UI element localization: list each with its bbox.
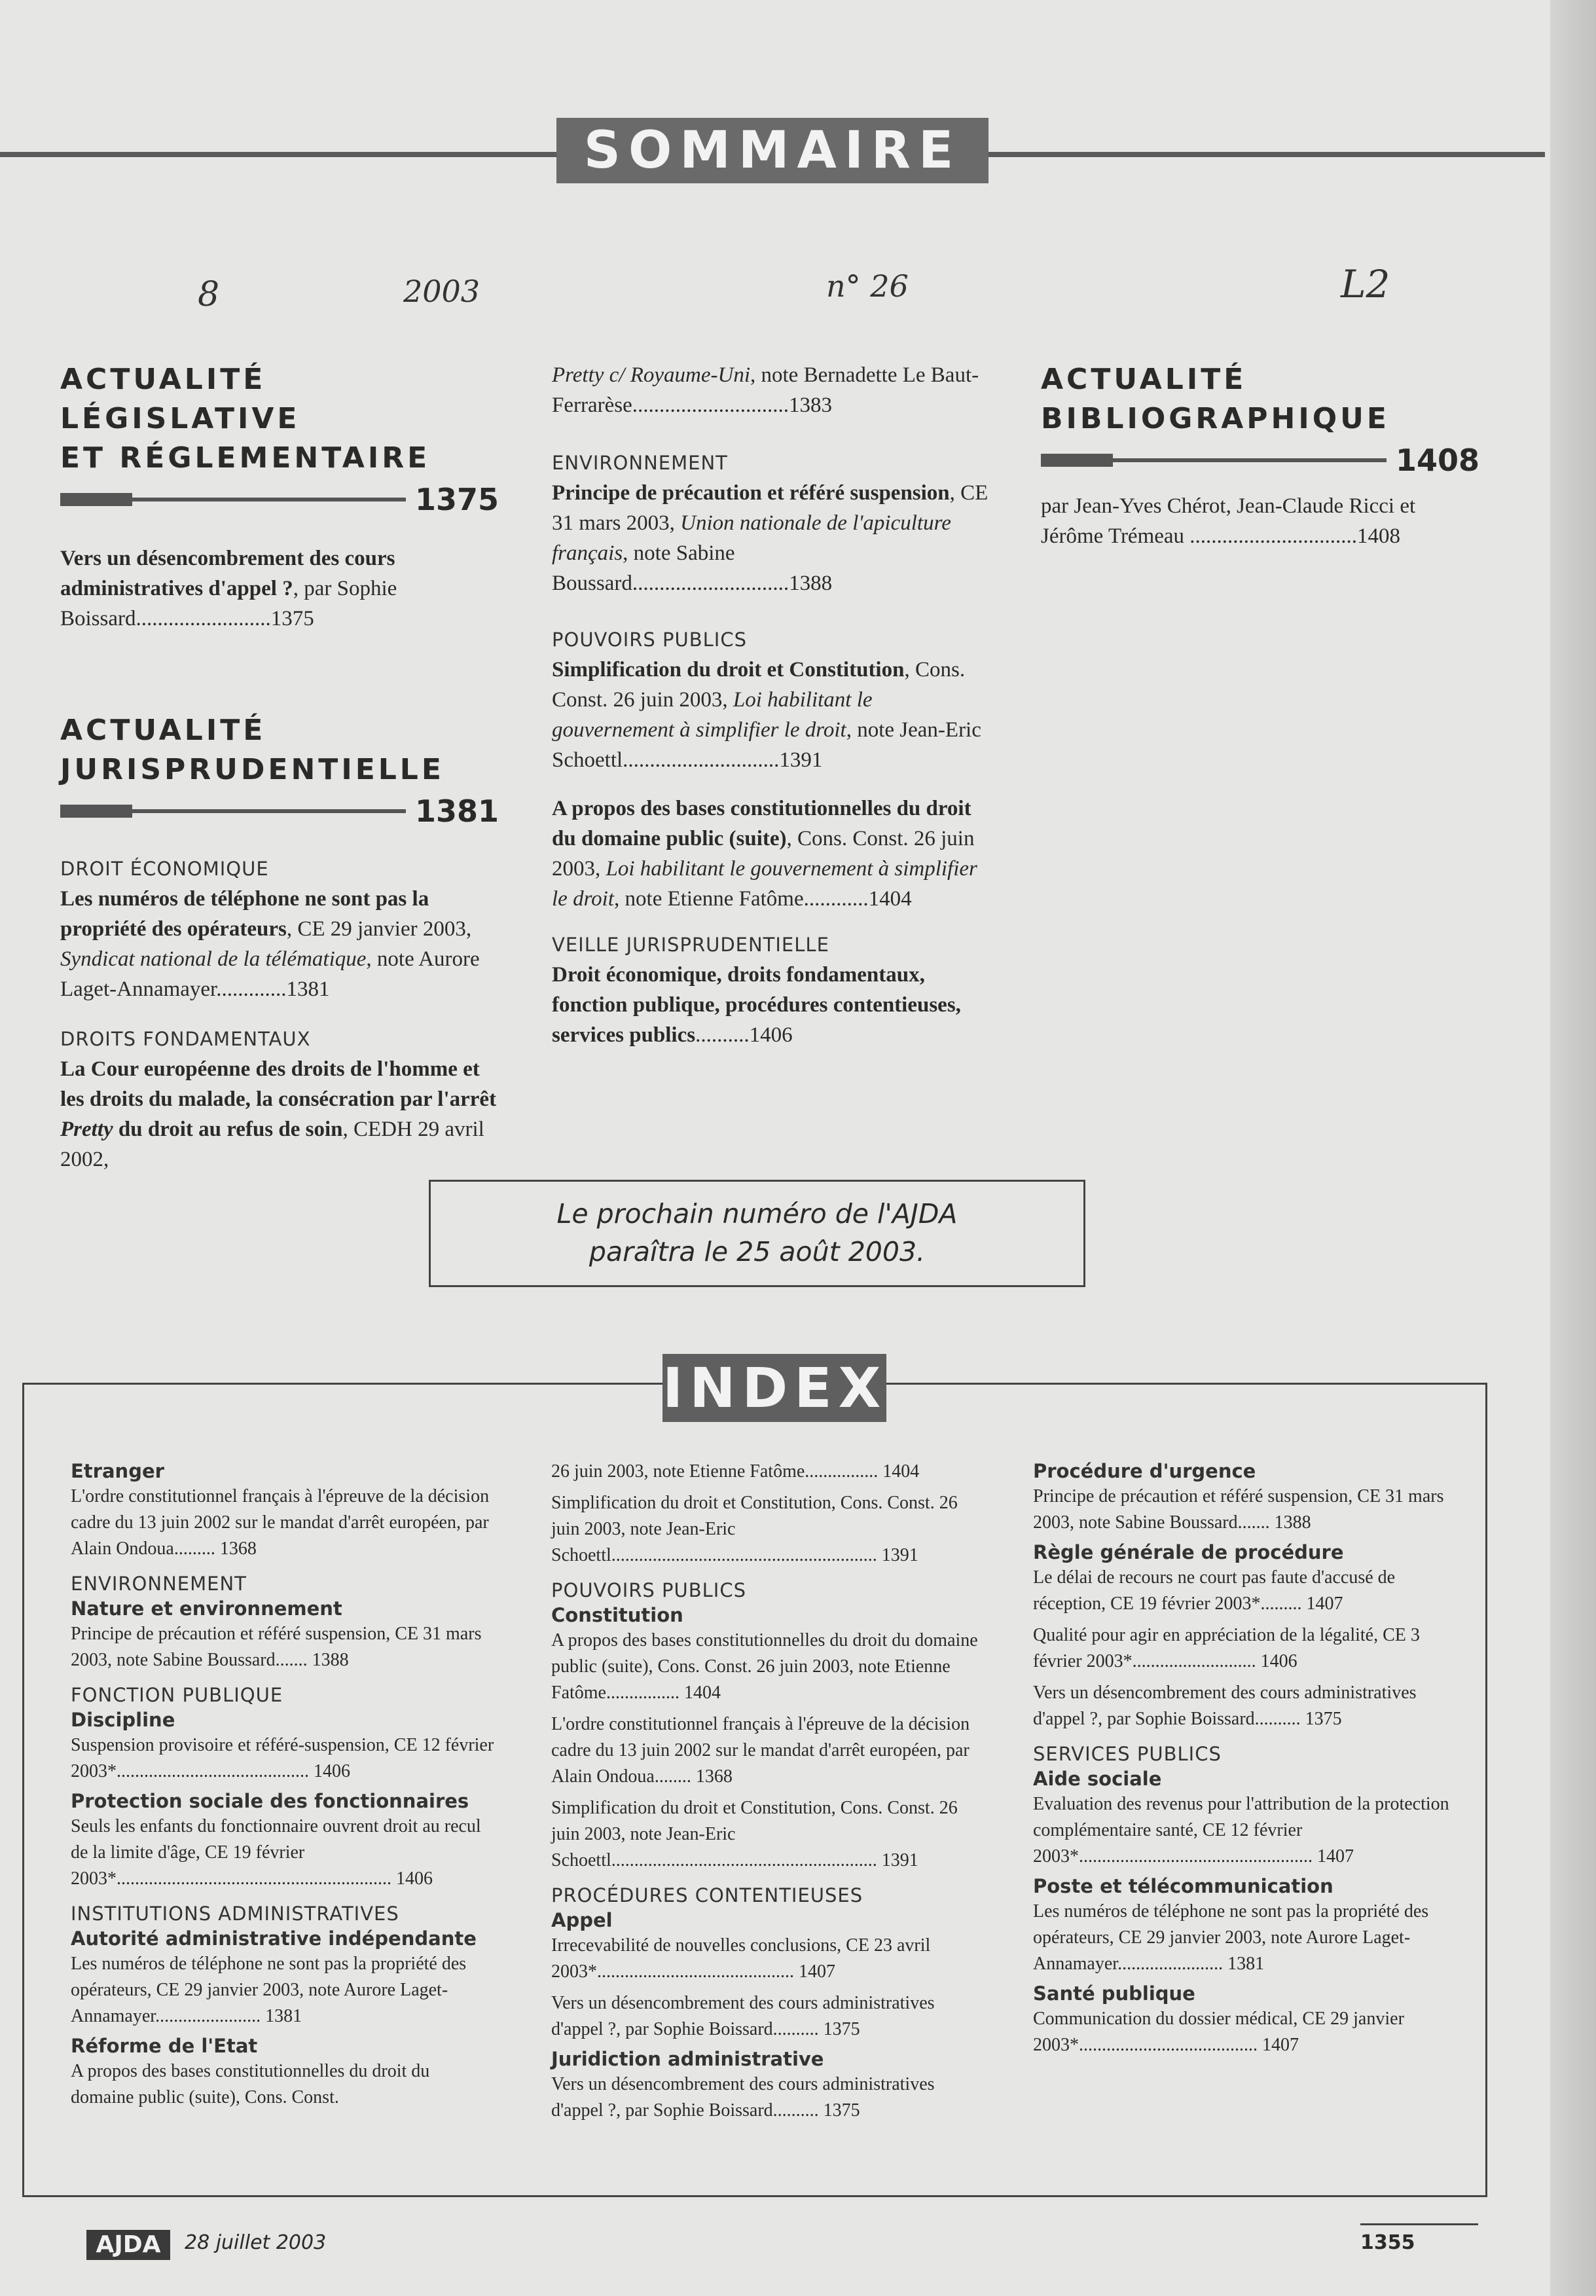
entry-author: par Jean-Yves Chérot, Jean-Claude Ricci et Jérôme Trémeau bbox=[1041, 494, 1416, 548]
index-entry[interactable]: A propos des bases constitutionnelles du droit du domaine public (suite), Cons. Const. 26 juin 2003, note Etienne Fatôme................ 1404 bbox=[551, 1630, 978, 1703]
index-column-2 bbox=[551, 1457, 988, 2129]
entry-page: .............................1388 bbox=[632, 572, 833, 595]
index-heading: POUVOIRS PUBLICS bbox=[551, 1579, 746, 1601]
entry-title: du droit au refus de soin bbox=[113, 1118, 343, 1141]
index-entry[interactable]: Les numéros de téléphone ne sont pas la propriété des opérateurs, CE 29 janvier 2003, note Aurore Laget-Annamayer....................... 1381 bbox=[71, 1954, 467, 2026]
entry-case: Syndicat national de la télématique bbox=[60, 947, 367, 971]
index-subheading: Réforme de l'Etat bbox=[71, 2035, 258, 2057]
entry-author: , note Sabine Boussard bbox=[552, 541, 735, 595]
index-entry[interactable]: Evaluation des revenus pour l'attribution de la protection complémentaire santé, CE 12 février 2003*................................................... 1407 bbox=[1033, 1794, 1449, 1867]
index-subheading: Santé publique bbox=[1033, 1982, 1195, 2005]
index-entry[interactable]: Simplification du droit et Constitution, Cons. Const. 26 juin 2003, note Jean-Eric Schoettl.......................................................... 1391 bbox=[551, 1493, 958, 1565]
index-subheading: Constitution bbox=[551, 1604, 683, 1626]
index-subheading: Poste et télécommunication bbox=[1033, 1875, 1333, 1897]
entry-title: Les numéros de téléphone ne sont pas la propriété des opérateurs bbox=[60, 887, 429, 941]
entry-title: A propos des bases constitutionnelles du droit du domaine public (suite) bbox=[552, 797, 971, 850]
entry-author: , note Bernadette Le Baut-Ferrarèse bbox=[552, 363, 979, 417]
handwritten-mark: L2 bbox=[1341, 262, 1390, 306]
index-entry[interactable]: Principe de précaution et référé suspension, CE 31 mars 2003, note Sabine Boussard....... 1388 bbox=[71, 1624, 482, 1670]
entry-case: Pretty c/ Royaume-Uni bbox=[552, 363, 750, 387]
index-entry[interactable]: Vers un désencombrement des cours administratives d'appel ?, par Sophie Boissard.......... 1375 bbox=[1033, 1683, 1417, 1729]
index-entry[interactable]: Qualité pour agir en appréciation de la légalité, CE 3 février 2003*........................... 1406 bbox=[1033, 1625, 1420, 1671]
index-entry[interactable]: Les numéros de téléphone ne sont pas la propriété des opérateurs, CE 29 janvier 2003, note Aurore Laget-Annamayer....................... 1381 bbox=[1033, 1901, 1429, 1974]
rubric-heading: POUVOIRS PUBLICS bbox=[552, 629, 747, 651]
section-title-line: ACTUALITÉ bbox=[60, 714, 266, 747]
index-column-3 bbox=[1033, 1457, 1452, 2064]
rubric-heading: VEILLE JURISPRUDENTIELLE bbox=[552, 934, 829, 956]
index-heading: INSTITUTIONS ADMINISTRATIVES bbox=[71, 1903, 399, 1925]
section-title-line: JURISPRUDENTIELLE bbox=[60, 753, 444, 786]
index-entry[interactable]: L'ordre constitutionnel français à l'épreuve de la décision cadre du 13 juin 2002 sur le mandat d'arrêt européen, par Alain Ondoua......... 1368 bbox=[71, 1486, 490, 1559]
entry-ref: , Cons. Const. 26 juin 2003, bbox=[552, 658, 966, 712]
toc-entry[interactable] bbox=[552, 478, 992, 598]
entry-page: ............1404 bbox=[803, 887, 912, 911]
footer-rule bbox=[1360, 2223, 1478, 2225]
index-subheading: Discipline bbox=[71, 1709, 175, 1731]
index-entry[interactable]: Suspension provisoire et référé-suspension, CE 12 février 2003*.......................................... 1406 bbox=[71, 1735, 494, 1781]
page-spine bbox=[1550, 0, 1596, 2296]
entry-author: , note Etienne Fatôme bbox=[614, 887, 804, 911]
index-entry[interactable]: A propos des bases constitutionnelles du droit du domaine public (suite), Cons. Const. bbox=[71, 2061, 430, 2107]
index-subheading: Autorité administrative indépendante bbox=[71, 1927, 477, 1950]
toc-entry[interactable] bbox=[60, 543, 499, 634]
next-issue-notice bbox=[429, 1180, 1085, 1287]
entry-page: ...............................1408 bbox=[1184, 524, 1401, 548]
section-page-number: 1381 bbox=[414, 793, 499, 829]
index-entry[interactable]: L'ordre constitutionnel français à l'épreuve de la décision cadre du 13 juin 2002 sur le mandat d'arrêt européen, par Alain Ondoua........ 1368 bbox=[551, 1714, 970, 1787]
rubric-heading: DROIT ÉCONOMIQUE bbox=[60, 858, 269, 880]
notice-line: paraîtra le 25 août 2003. bbox=[589, 1236, 926, 1267]
entry-ref: , Cons. Const. 26 juin 2003, bbox=[552, 827, 975, 881]
section-title-line: ET RÉGLEMENTAIRE bbox=[60, 441, 431, 475]
index-subheading: Juridiction administrative bbox=[551, 2048, 824, 2070]
section-title-line: ACTUALITÉ LÉGISLATIVE bbox=[60, 363, 300, 435]
entry-page: .............................1383 bbox=[632, 393, 833, 417]
entry-title: La Cour européenne des droits de l'homme et les droits du malade, la consécration par l'arrêt bbox=[60, 1057, 497, 1111]
index-title: INDEX bbox=[662, 1354, 886, 1422]
toc-entry[interactable] bbox=[60, 1054, 499, 1175]
entry-case: Loi habilitant le gouvernement à simplifier le droit bbox=[552, 688, 873, 742]
toc-entry[interactable] bbox=[552, 360, 992, 420]
sommaire-column-3 bbox=[1041, 360, 1479, 551]
toc-entry[interactable] bbox=[1041, 491, 1479, 551]
index-entry[interactable]: Le délai de recours ne court pas faute d'accusé de réception, CE 19 février 2003*......... 1407 bbox=[1033, 1567, 1396, 1614]
index-subheading: Procédure d'urgence bbox=[1033, 1460, 1256, 1482]
entry-page: .............1381 bbox=[216, 977, 330, 1001]
index-subheading: Protection sociale des fonctionnaires bbox=[71, 1790, 469, 1812]
sommaire-column-2 bbox=[552, 360, 992, 1050]
rubric-heading: DROITS FONDAMENTAUX bbox=[60, 1028, 311, 1050]
index-heading: FONCTION PUBLIQUE bbox=[71, 1684, 283, 1706]
handwritten-issue: n° 26 bbox=[826, 268, 909, 304]
index-entry[interactable]: Simplification du droit et Constitution, Cons. Const. 26 juin 2003, note Jean-Eric Schoettl.......................................................... 1391 bbox=[551, 1798, 958, 1870]
toc-entry[interactable] bbox=[552, 960, 992, 1050]
entry-page: .............................1391 bbox=[623, 748, 823, 772]
section-title-line: BIBLIOGRAPHIQUE bbox=[1041, 402, 1390, 435]
entry-case: Union nationale de l'apiculture français bbox=[552, 511, 951, 565]
index-entry[interactable]: Vers un désencombrement des cours administratives d'appel ?, par Sophie Boissard.......... 1375 bbox=[551, 2074, 935, 2121]
index-column-1 bbox=[71, 1457, 496, 2116]
index-subheading: Règle générale de procédure bbox=[1033, 1541, 1344, 1563]
sommaire-column-1 bbox=[60, 360, 499, 1175]
entry-ref: , CEDH 29 avril 2002, bbox=[60, 1118, 484, 1171]
entry-author: , note Jean-Eric Schoettl bbox=[552, 718, 981, 772]
entry-ref: , CE 29 janvier 2003, bbox=[286, 917, 472, 941]
index-entry[interactable]: Principe de précaution et référé suspension, CE 31 mars 2003, note Sabine Boussard....... 1388 bbox=[1033, 1486, 1444, 1533]
handwritten-volume: 8 bbox=[198, 275, 220, 314]
section-rule bbox=[60, 793, 499, 829]
index-subheading: Nature et environnement bbox=[71, 1597, 342, 1620]
toc-entry[interactable] bbox=[552, 655, 992, 775]
section-title-line: ACTUALITÉ bbox=[1041, 363, 1247, 396]
section-page-number: 1408 bbox=[1395, 443, 1479, 478]
index-entry[interactable]: 26 juin 2003, note Etienne Fatôme................ 1404 bbox=[551, 1461, 920, 1482]
entry-author: , par Sophie Boissard bbox=[60, 577, 397, 630]
entry-page: ..........1406 bbox=[695, 1023, 793, 1047]
index-heading: SERVICES PUBLICS bbox=[1033, 1743, 1222, 1765]
index-entry[interactable]: Vers un désencombrement des cours administratives d'appel ?, par Sophie Boissard.......... 1375 bbox=[551, 1993, 935, 2039]
index-heading: PROCÉDURES CONTENTIEUSES bbox=[551, 1884, 863, 1906]
section-rule bbox=[1041, 443, 1479, 478]
index-entry[interactable]: Communication du dossier médical, CE 29 janvier 2003*....................................... 1407 bbox=[1033, 2009, 1404, 2055]
section-page-number: 1375 bbox=[414, 482, 499, 517]
entry-title: Droit économique, droits fondamentaux, fonction publique, procédures contentieuses, services publics bbox=[552, 963, 961, 1047]
index-entry[interactable]: Seuls les enfants du fonctionnaire ouvrent droit au recul de la limite d'âge, CE 19 février 2003*............................................................ 1406 bbox=[71, 1816, 481, 1889]
index-subheading: Aide sociale bbox=[1033, 1768, 1162, 1790]
journal-logo: AJDA bbox=[86, 2230, 170, 2260]
section-title bbox=[60, 360, 499, 478]
issue-date: 28 juillet 2003 bbox=[185, 2231, 327, 2254]
page-number: 1355 bbox=[1360, 2231, 1415, 2254]
entry-title: Principe de précaution et référé suspension bbox=[552, 481, 950, 505]
entry-ref: , CE 31 mars 2003, bbox=[552, 481, 988, 535]
index-entry[interactable]: Irrecevabilité de nouvelles conclusions, CE 23 avril 2003*........................................... 1407 bbox=[551, 1935, 931, 1982]
entry-page: .........................1375 bbox=[136, 607, 314, 630]
rubric-heading: ENVIRONNEMENT bbox=[552, 452, 728, 474]
handwritten-year: 2003 bbox=[403, 274, 481, 309]
sommaire-title: SOMMAIRE bbox=[556, 118, 988, 183]
entry-author: , note Aurore Laget-Annamayer bbox=[60, 947, 480, 1001]
index-subheading: Appel bbox=[551, 1909, 613, 1931]
index-heading: ENVIRONNEMENT bbox=[71, 1573, 247, 1595]
notice-line: Le prochain numéro de l'AJDA bbox=[556, 1198, 958, 1230]
entry-title: Vers un désencombrement des cours administratives d'appel ? bbox=[60, 547, 395, 600]
toc-entry[interactable] bbox=[552, 793, 992, 914]
entry-case: Pretty bbox=[60, 1118, 113, 1141]
section-title bbox=[60, 711, 499, 790]
section-title bbox=[1041, 360, 1479, 439]
section-rule bbox=[60, 482, 499, 517]
entry-title: Simplification du droit et Constitution bbox=[552, 658, 905, 682]
index-subheading: Etranger bbox=[71, 1460, 164, 1482]
toc-entry[interactable] bbox=[60, 884, 499, 1004]
entry-case: Loi habilitant le gouvernement à simplifier le droit bbox=[552, 857, 977, 911]
